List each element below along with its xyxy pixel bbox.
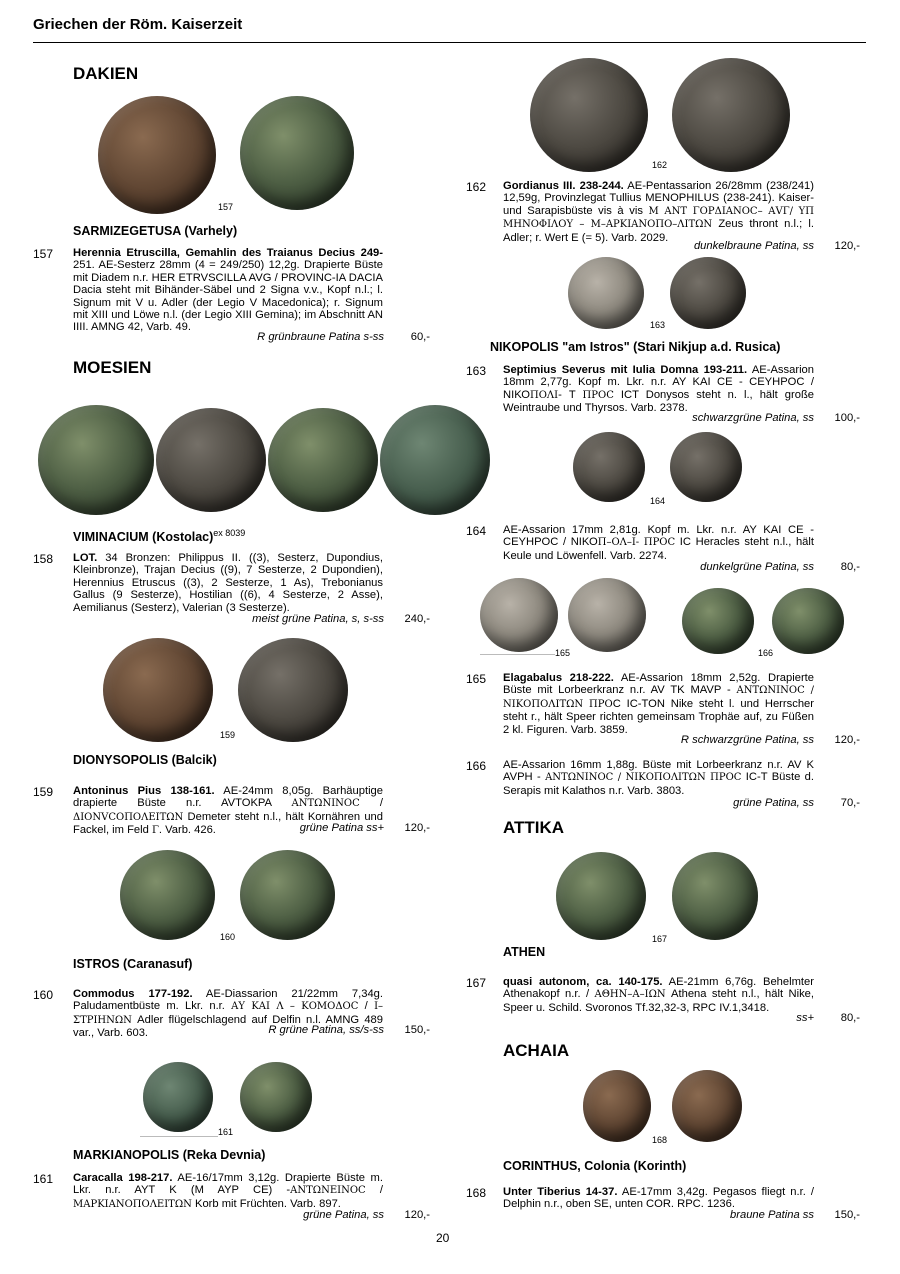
coin-image-159-reverse [238,638,348,742]
coin-image-168-obverse [583,1070,651,1142]
coin-image-167-obverse [556,852,646,940]
city-heading-markianopolis: MARKIANOPOLIS (Reka Devnia) [73,1148,266,1162]
region-heading-moesien: MOESIEN [73,358,152,377]
coin-image-161-reverse [240,1062,312,1132]
region-heading-achaia: ACHAIA [503,1041,570,1060]
lot-description-163: Septimius Severus mit Iulia Domna 193-211. AE-Assarion 18mm 2,77g. Kopf m. Lkr. n.r. AY KAI CE - CEYHPOC / ΝΙΚΟΠΟΛΙ- T ΠΡΟC ICT Donysos steht n. l., hält große Weintraube und Thyrsos. Varb. 2378. [503,364,815,415]
lot-condition-167: ss+ [796,1012,814,1024]
lot-price-168: 150,- [834,1209,860,1221]
lot-description-161: Caracalla 198-217. AE-16/17mm 3,12g. Drapierte Büste m. Lkr. n.r. AYT K (M AYP CE) -ANTΩNEINOC / ΜΑΡΚΙΑΝΟΠΟΛΕΙΤΩΝ Korb mit Früchten. Varb. 897. [73,1172,383,1210]
coin-image-157-obverse [98,96,216,214]
figure-label-164: 164 [650,496,666,506]
lot-title-157: Herennia Etruscilla, Gemahlin des Traianus Decius 249- [73,247,383,259]
coin-image-158-d [380,405,490,515]
lot-price-164: 80,- [840,561,860,573]
figure-label-168: 168 [652,1135,668,1145]
lot-price-158: 240,- [404,613,430,625]
lot-condition-166: grüne Patina, ss [733,797,814,809]
lot-description-165: Elagabalus 218-222. AE-Assarion 18mm 2,52g. Drapierte Büste mit Lorbeerkranz n.r. AV TK MAVP - ΑΝΤΩΝΙΝΟC / ΝΙΚΟΠΟΛΙΤΩΝ ΠΡΟC IC-TON Nike steht l. und Herrscher steht r., hält Speer richten gemeinsam Trophäe auf, zu Füßen 2 kl. Figuren. Varb. 3859. [503,672,814,736]
figure-label-159: 159 [220,730,236,740]
coin-image-166-obverse [682,588,754,654]
coin-image-167-reverse [672,852,758,940]
lot-price-159: 120,- [404,822,430,834]
lot-price-160: 150,- [404,1024,430,1036]
lot-price-157: 60,- [410,331,430,343]
lot-number-158: 158 [33,552,54,566]
figure-label-160: 160 [220,932,236,942]
lot-condition-168: braune Patina ss [730,1209,814,1221]
lot-number-168: 168 [466,1186,487,1200]
lot-title-168: Unter Tiberius 14-37. [503,1186,618,1198]
lot-number-161: 161 [33,1172,54,1186]
figure-underline-161 [140,1136,218,1137]
coin-image-164-obverse [573,432,645,502]
lot-title-159: Antoninus Pius 138-161. [73,785,215,797]
coin-image-160-obverse [120,850,215,940]
lot-number-164: 164 [466,524,487,538]
lot-description-162: Gordianus III. 238-244. AE-Pentassarion 26/28mm (238/241) 12,59g, Provinzlegat Tullius MENOPHILUS (238-241). Kaiser- und Sarapisbüste vis à vis Μ ΑΝΤ ΓΟΡΔΙΑΝΟC– ΑVΓ/ ΥΠ ΜΗΝΟΦΙΛΟΥ – Μ–ΑΡΚΙΑΝΟΠΟ–ΛΙΤΩΝ Zeus thront n.l.; l. Adler; r. Wert E (= 5). Varb. 2029. [503,180,814,244]
region-heading-attika: ATTIKA [503,818,565,837]
lot-title-163: Septimius Severus mit Iulia Domna 193-211. [503,364,748,376]
lot-title-165: Elagabalus 218-222. [503,672,614,684]
city-heading-dionysopolis: DIONYSOPOLIS (Balcik) [73,753,217,767]
lot-number-159: 159 [33,785,54,799]
coin-image-158-a [38,405,154,515]
lot-description-167: quasi autonom, ca. 140-175. AE-21mm 6,76g. Behelmter Athenakopf n.r. / ΑΘΗΝ–Α–ΙΩΝ Athena steht n.l., hält Nike, Speer u. Schild. Svoronos Tf.32,32-3, RPC IV.1,3418. [503,976,814,1014]
lot-condition-158: meist grüne Patina, s, s-ss [252,613,384,625]
lot-condition-164: dunkelgrüne Patina, ss [700,561,814,573]
lot-number-163: 163 [466,364,487,378]
coin-image-159-obverse [103,638,213,742]
coin-image-160-reverse [240,850,335,940]
lot-description-166: AE-Assarion 16mm 1,88g. Büste mit Lorbeerkranz n.r. AV K AVPH - ΑΝΤΩΝΙΝΟC / ΝΙΚΟΠΟΛΙΤΩΝ ΠΡΟC IC-T Büste d. Serapis mit Kalathos n.r. Varb. 3803. [503,759,814,797]
header-rule [33,42,866,43]
coin-image-162-reverse [672,58,790,172]
page-header-title: Griechen der Röm. Kaiserzeit [33,16,243,33]
lot-title-167: quasi autonom, ca. 140-175. [503,976,663,988]
lot-condition-162: dunkelbraune Patina, ss [693,240,814,252]
figure-label-161: 161 [218,1127,234,1137]
figure-underline-165 [480,654,555,655]
lot-price-162: 120,- [834,240,860,252]
lot-number-166: 166 [466,759,487,773]
figure-label-163: 163 [650,320,666,330]
lot-condition-163: schwarzgrüne Patina, ss [692,412,814,424]
coin-image-168-reverse [672,1070,742,1142]
city-heading-istros: ISTROS (Caranasuf) [73,957,193,971]
lot-description-158: LOT. 34 Bronzen: Philippus II. ((3), Sesterz, Dupondius, Kleinbronze), Trajan Decius ((9), 7 Sesterze, 2 Dupondien), Herennius Etruscus ((3), 2 Sesterze, 1 As), Trebonianus Gallus (9 Sesterze), Hostilian ((6), 4 Sesterze, 2 Asse), Aemilianus (Sesterz), Valerian (3 Sesterze). [73,552,383,614]
coin-image-164-reverse [670,432,742,502]
lot-description-159: Antoninus Pius 138-161. AE-24mm 8,05g. Barhäuptige drapierte Büste n.r. AVTOKPA ANTΩNINOC / ΔΙΟΝVCΟΠΟΛΕΙΤΩΝ Demeter steht n.l., hält Kornähren und Fackel, im Feld Γ. Varb. 426. [73,785,383,837]
coin-image-166-reverse [772,588,844,654]
city-heading-nikopolis: NIKOPOLIS "am Istros" (Stari Nikjup a.d. Rusica) [490,340,781,354]
coin-image-157-reverse [240,96,354,210]
city-heading-sarmizegetusa: SARMIZEGETUSA (Varhely) [73,224,238,238]
lot-number-157: 157 [33,247,54,261]
lot-price-161: 120,- [404,1209,430,1221]
lot-condition-161: grüne Patina, ss [303,1209,384,1221]
lot-description-160: Commodus 177-192. AE-Diassarion 21/22mm 7,34g. Paludamentbüste m. Lkr. n.r. ΑΥ ΚΑΙ Λ – ΚΟΜΟΔΟC / Ι–ΣΤΡΙΗΝΩΝ Adler flügelschlagend auf Delfin n.l. AMNG 489 var., Varb. 603. [73,988,384,1040]
coin-image-163-obverse [568,257,644,329]
city-heading-viminacium: VIMINACIUM (Kostolac)$^{ex 8039}$ [73,528,246,545]
coin-image-165-reverse [568,578,646,652]
lot-title-161: Caracalla 198-217. [73,1172,173,1184]
coin-image-163-reverse [670,257,746,329]
lot-description-168: Unter Tiberius 14-37. AE-17mm 3,42g. Pegasos fliegt n.r. / Delphin n.r., oben SE, unten COR. RPC. 1236. [503,1186,814,1211]
lot-price-163: 100,- [834,412,860,424]
city-note-viminacium: ex 8039 [213,528,246,538]
figure-label-167: 167 [652,934,668,944]
lot-title-162: Gordianus III. 238-244. [503,180,624,192]
lot-title-160: Commodus 177-192. [73,988,193,1000]
lot-condition-157: R grünbraune Patina s-ss [257,331,384,343]
lot-condition-159: grüne Patina ss+ [299,822,384,834]
figure-label-162: 162 [652,160,668,170]
city-heading-athen: ATHEN [503,945,546,959]
lot-description-164: AE-Assarion 17mm 2,81g. Kopf m. Lkr. n.r. AY KAI CE - CEYHPOC / ΝΙΚΟΠ–ΟΛ–Ι- ΠΡΟC IC Heracles steht n.l., hält Keule und Löwenfell. Varb. 2274. [503,524,814,562]
lot-condition-165: R schwarzgrüne Patina, ss [680,734,814,746]
lot-number-160: 160 [33,988,54,1002]
lot-number-162: 162 [466,180,487,194]
lot-number-167: 167 [466,976,487,990]
lot-price-165: 120,- [834,734,860,746]
coin-image-161-obverse [143,1062,213,1132]
lot-title-158: LOT. [73,552,98,564]
lot-number-165: 165 [466,672,487,686]
page-number: 20 [436,1231,450,1245]
figure-label-166: 166 [758,648,774,658]
city-heading-corinthus: CORINTHUS, Colonia (Korinth) [503,1159,687,1173]
coin-image-158-c [268,408,378,512]
coin-image-162-obverse [530,58,648,172]
region-heading-dakien: DAKIEN [73,64,139,83]
lot-price-166: 70,- [840,797,860,809]
lot-condition-160: R grüne Patina, ss/s-ss [268,1024,384,1036]
lot-description-157: Herennia Etruscilla, Gemahlin des Traianus Decius 249- 251. AE-Sesterz 28mm (4 = 249/250) 12,2g. Drapierte Büste mit Diadem n.r. HER ETRVSCILLA AVG / PROVINC-IA DACIA Dacia steht mit Bihänder-Säbel und 2 Signa v.v., Kopf n.l.; l. Signum mit V u. Adler (der Legio V Macedonica); r. Signum mit XIII und Löwe n.l. (der Legio XIII Gemina); im Abschnitt AN IIII. AMNG 42, Varb. 49. [73,247,383,334]
coin-image-165-obverse [480,578,558,652]
figure-label-165: 165 [555,648,571,658]
figure-label-157: 157 [218,202,234,212]
coin-image-158-b [156,408,266,512]
lot-price-167: 80,- [840,1012,860,1024]
